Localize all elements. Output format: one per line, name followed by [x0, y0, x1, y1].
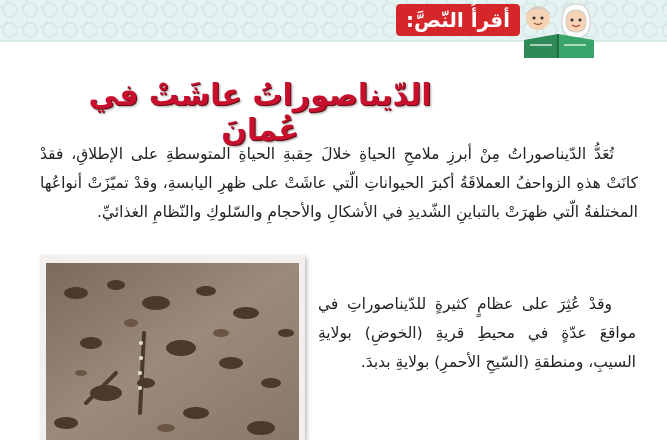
paragraph-oman-sites: [318, 290, 636, 377]
paragraph-oman-sites-text: وقدْ عُثِرَ على عظامٍ كثيرةٍ للدّيناصوراتِ في مواقعَ عدّةٍ في محيطِ قريةِ (الخوضِ) بولايةِ السيبِ، ومنطقةِ (السّيحِ الأحمرِ) بولايةِ بدبدَ.: [318, 295, 636, 371]
fossil-bones-image: [46, 263, 299, 440]
fossil-photo: [40, 255, 305, 440]
children-reading-icon: [510, 0, 610, 60]
read-text-label: أقرأُ النّصَّ:: [405, 8, 510, 32]
paragraph-intro: [40, 140, 638, 227]
paragraph-intro-text: تُعَدُّ الدّيناصوراتُ مِنْ أبرزِ ملامحِ الحياةِ خلالَ حِقبةِ الحياةِ المتوسطةِ على الإطلاقِ، فقدْ كانَتْ هذهِ الزواحفُ العملاقَةُ أكبرَ الحيواناتِ الّتي عاشَتْ على ظهرِ اليابسةِ، وقدْ تميّزَتْ أنواعُها المختلفةُ الّتي ظهرَتْ بالتباينِ الشّديدِ في الأشكالِ والأحجامِ والسّلوكِ والنّظامِ الغذائيِّ.: [40, 145, 638, 221]
read-text-badge: [396, 4, 520, 36]
page-title: الدّيناصوراتُ عاشَتْ في عُمانَ: [88, 78, 432, 148]
